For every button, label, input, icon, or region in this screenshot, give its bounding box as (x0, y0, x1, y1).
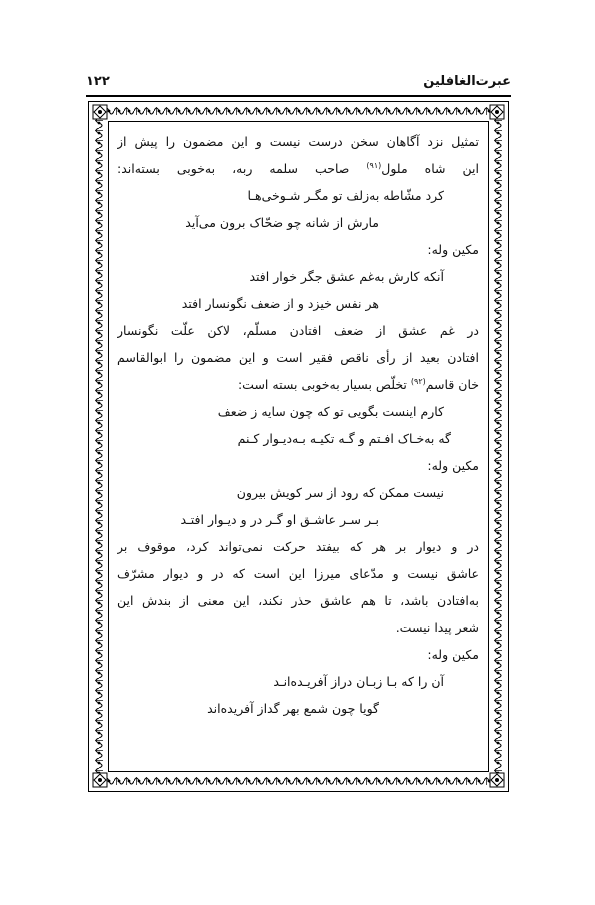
prose-line: افتادن بعید از رأی ناقص فقیر است و این مضمون را ابوالقاسم (117, 350, 479, 365)
corner-ornament (91, 103, 109, 121)
prose-line: به‌افتادن باشد، تا هم عاشق حذر نکند، این معنی از بندش این (117, 593, 479, 608)
prose-line: در غم عشق از ضعف افتادن مسلّم، لاکن علّت نگونسار (117, 323, 479, 338)
ornament-strip-right (491, 118, 505, 775)
corner-ornament (488, 103, 506, 121)
page-number: ۱۲۲ (86, 74, 110, 89)
running-header (86, 72, 511, 96)
attribution-label: مکین وله: (427, 647, 479, 662)
attribution-label: مکین وله: (427, 242, 479, 257)
corner-ornament (488, 771, 506, 789)
prose-line: در و دیوار بر هر که بیفتد حرکت نمی‌تواند کرد، موقوف بر (117, 539, 479, 554)
prose-line: تمثیل نزد آگاهان سخن درست نیست و این مضمون را پیش از (117, 134, 479, 149)
verse-hemistich-first: کرد مشّاطه به‌زلف تو مگـر شـوخی‌هـا (247, 188, 444, 203)
verse-hemistich-second: هر نفس خیزد و از ضعف نگونسار افتد (181, 296, 379, 311)
verse-hemistich-first: آن را که بـا زبـان دراز آفریـده‌انـد (273, 674, 444, 689)
prose-text: خان قاسم (425, 377, 479, 392)
page-text (117, 130, 479, 724)
prose-line: عاشق نیست و مدّعای میرزا این است که در و دیوار مشرّف (117, 566, 479, 581)
prose-text: صاحب سلمه ربه، به‌خوبی بسته‌اند: (117, 161, 367, 176)
prose-text: تخلّص بسیار به‌خوبی بسته است: (237, 377, 411, 392)
verse-hemistich-second: مارش از شانه چو ضحّاک برون می‌آید (185, 215, 379, 230)
running-title: عبرت‌الغافلین (423, 74, 511, 89)
verse-hemistich-first: کارم اینست بگویی تو که چون سایه ز ضعف (217, 404, 444, 419)
verse-hemistich-second: گویا چون شمع بهر گداز آفریده‌اند (207, 701, 379, 716)
prose-line (117, 373, 479, 400)
header-rule (86, 95, 511, 97)
corner-ornament (91, 771, 109, 789)
ornament-strip-top (104, 104, 493, 118)
prose-line: شعر پیدا نیست. (395, 620, 479, 635)
footnote-marker: (۹۱) (366, 160, 382, 170)
ornament-strip-left (92, 118, 106, 775)
prose-text: این شاه ملول (381, 161, 479, 176)
verse-hemistich-first: نیست ممکن که رود از سر کویش بیرون (236, 485, 444, 500)
ornament-strip-bottom (104, 774, 493, 788)
prose-line (117, 157, 479, 184)
verse-hemistich-first: آنکه کارش به‌غم عشق جگر خوار افتد (249, 269, 444, 284)
verse-hemistich-second: گه به‌خـاک افـتم و گـه تکیـه بـه‌دیـوار کـنم (237, 431, 451, 446)
footnote-marker: (۹۲) (410, 376, 426, 386)
attribution-label: مکین وله: (427, 458, 479, 473)
verse-hemistich-second: بـر سـر عاشـق او گـر در و دیـوار افتـد (180, 512, 379, 527)
